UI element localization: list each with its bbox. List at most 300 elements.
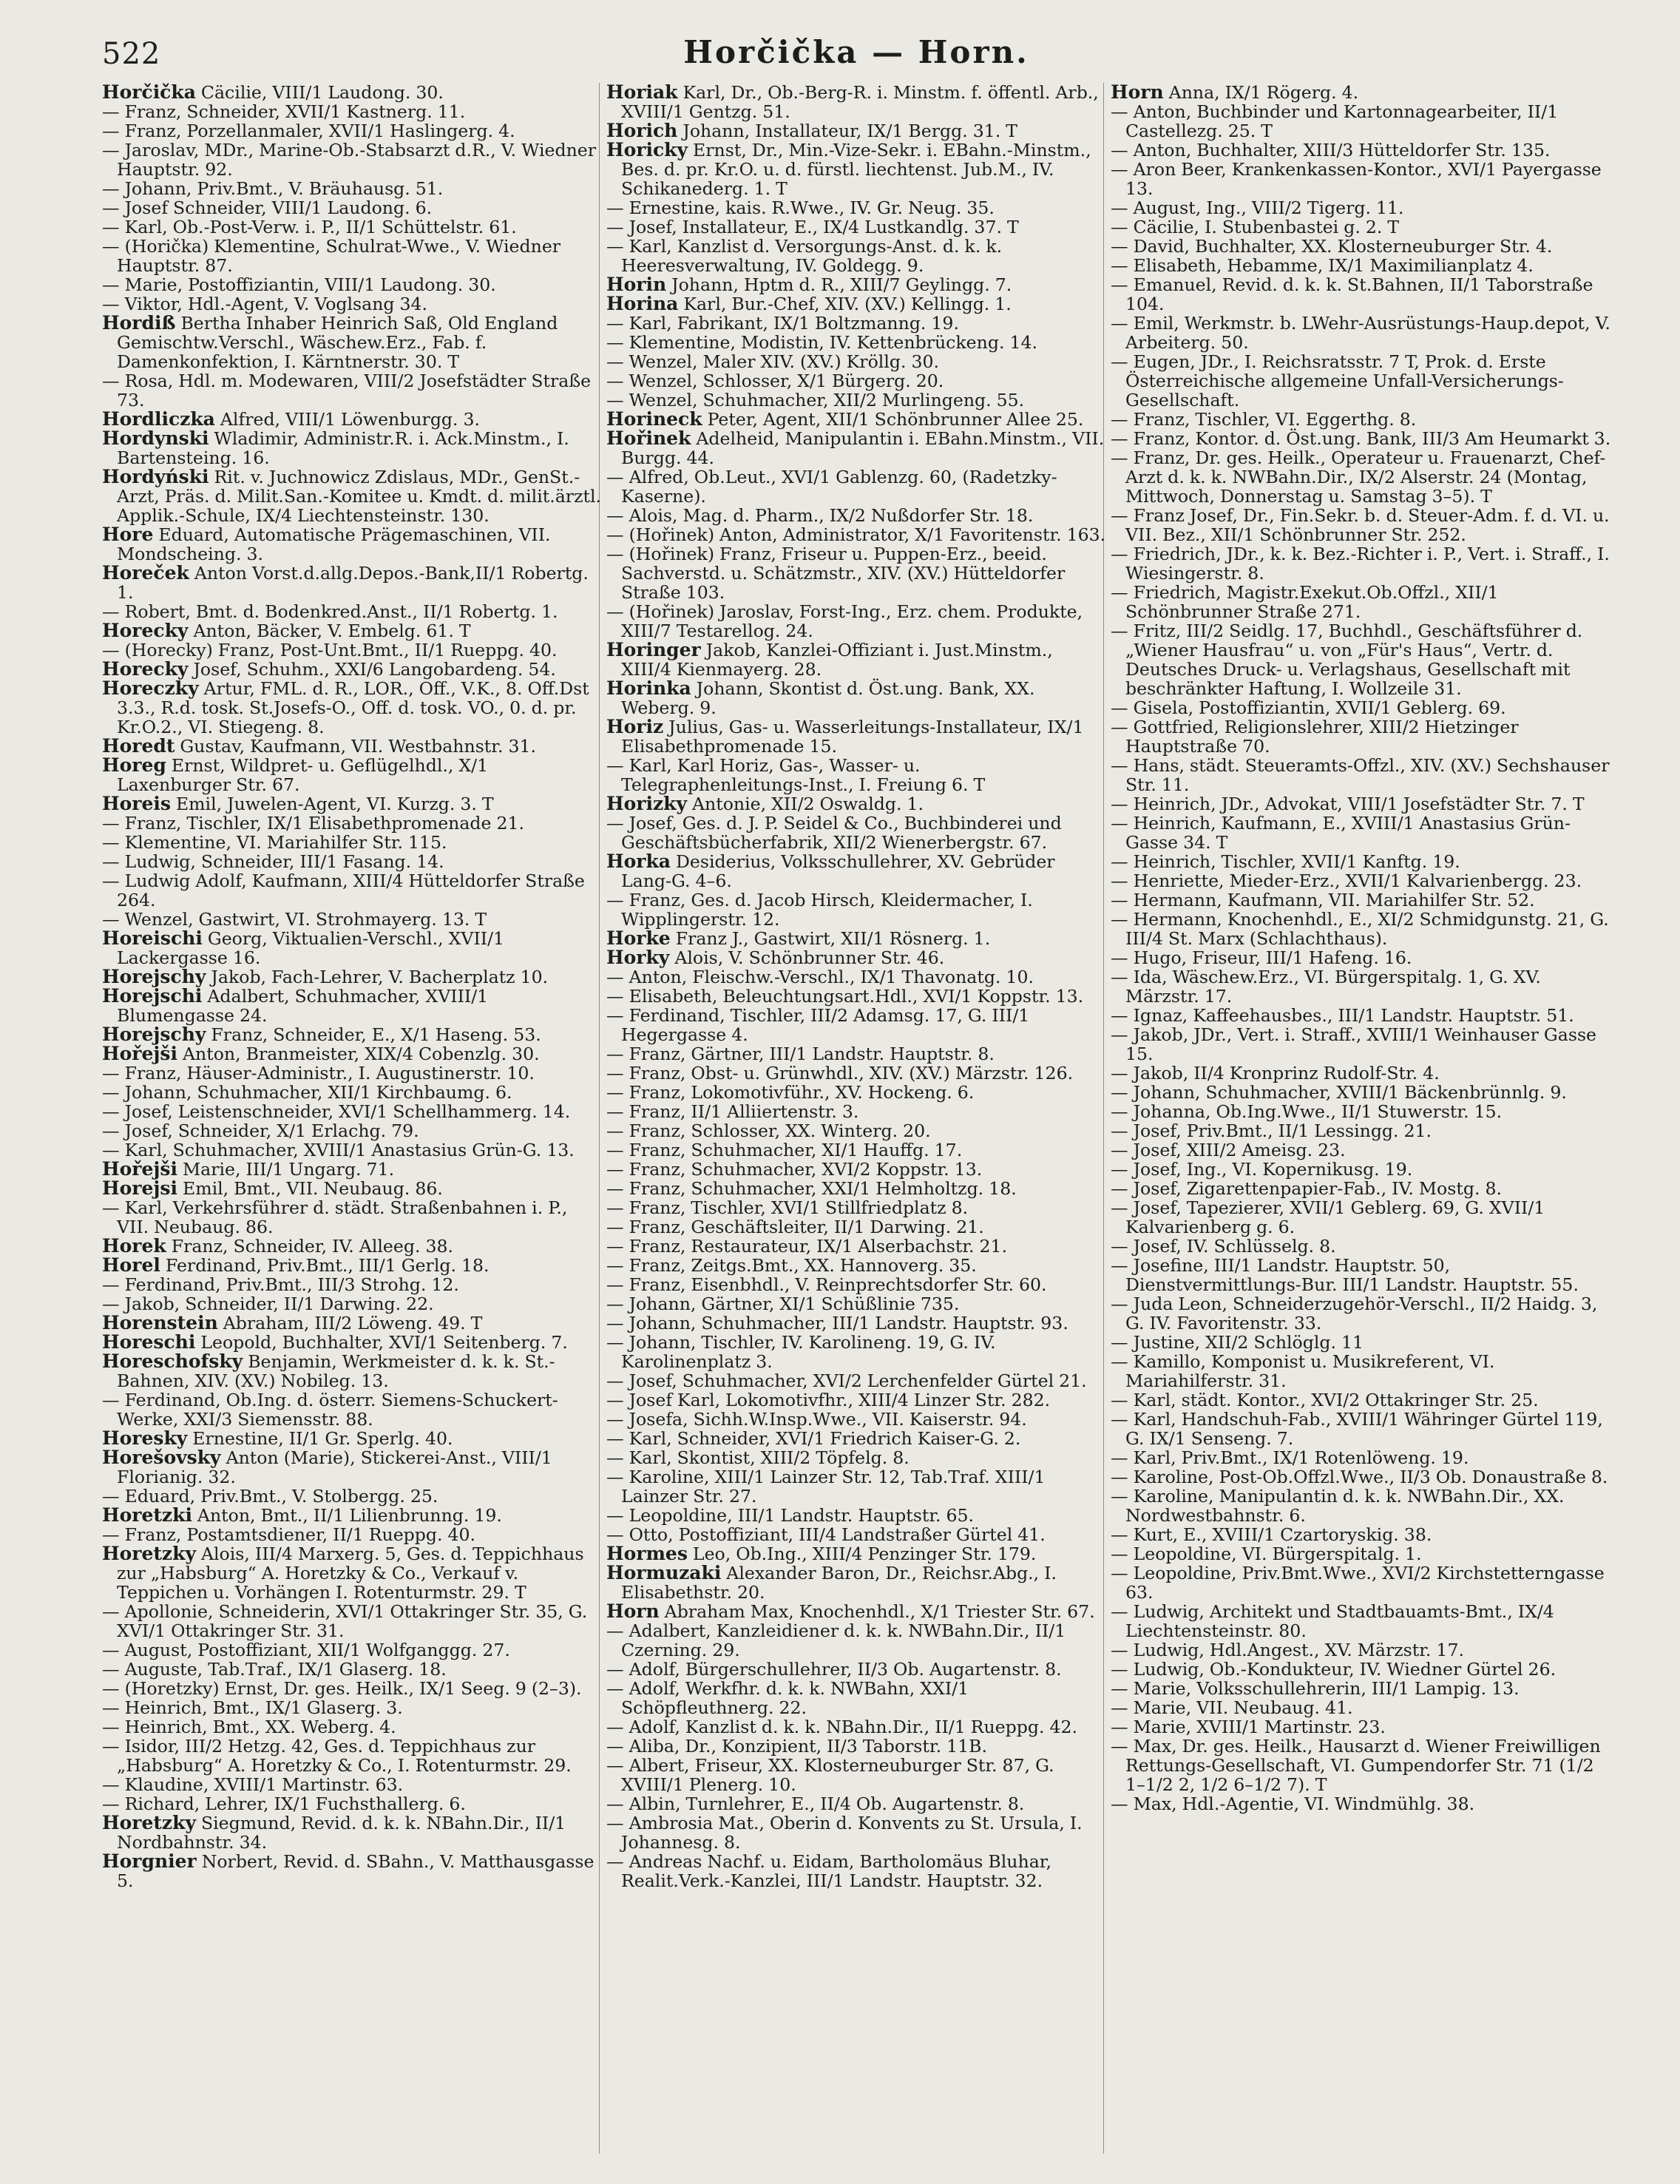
- entry-text: Georg, Viktualien-Verschl., XVII/1 Lackergasse 16.: [117, 928, 505, 968]
- directory-entry: [102, 121, 603, 141]
- directory-entry: [102, 1448, 603, 1487]
- directory-entry: [606, 1563, 1108, 1602]
- entry-surname: Hořejši: [102, 1043, 177, 1064]
- directory-entry: [102, 640, 603, 660]
- entry-text: — Justine, XII/2 Schlöglg. 11: [1111, 1332, 1364, 1353]
- entry-text: — Adolf, Werkfhr. d. k. k. NWBahn, XXI/1 Schöpfleuthnerg. 22.: [606, 1678, 969, 1718]
- entry-text: — Klaudine, XVIII/1 Martinstr. 63.: [102, 1774, 404, 1795]
- entry-text: Antonie, XII/2 Oswaldg. 1.: [687, 794, 924, 814]
- directory-entry: [1111, 198, 1612, 217]
- entry-text: — Heinrich, Tischler, XVII/1 Kanftg. 19.: [1111, 851, 1460, 872]
- entry-text: — Max, Hdl.-Agentie, VI. Windmühlg. 38.: [1111, 1793, 1475, 1814]
- entry-surname: Hořinek: [606, 427, 691, 449]
- entry-text: Johann, Hptm d. R., XIII/7 Geylingg. 7.: [666, 274, 1012, 295]
- entry-surname: Horineck: [606, 408, 702, 430]
- directory-entry: [102, 910, 603, 929]
- directory-entry: [606, 333, 1108, 352]
- directory-entry: [102, 1602, 603, 1640]
- entry-text: Anton, Bmt., II/1 Lilienbrunng. 19.: [192, 1505, 502, 1526]
- entry-text: — Johann, Schuhmacher, XII/1 Kirchbaumg. 6.: [102, 1082, 512, 1103]
- entry-text: Adalbert, Schuhmacher, XVIII/1 Blumengasse 24.: [117, 986, 489, 1026]
- entry-text: Jakob, Fach-Lehrer, V. Bacherplatz 10.: [206, 967, 549, 987]
- entry-text: — (Horecky) Franz, Post-Unt.Bmt., II/1 Rueppg. 40.: [102, 640, 558, 660]
- directory-entry: [102, 102, 603, 121]
- directory-entry: [1111, 1140, 1612, 1160]
- entry-text: — Max, Dr. ges. Heilk., Hausarzt d. Wiener Freiwilligen Rettungs-Gesellschaft, VI. Gumpendorfer Str. 71 (1/2 1–1/2 2, 1/2 6–1/2 7). T: [1111, 1736, 1601, 1795]
- directory-entry: [1111, 217, 1612, 237]
- entry-text: Alois, V. Schönbrunner Str. 46.: [669, 947, 945, 968]
- directory-entry: [102, 1506, 603, 1525]
- entry-text: — Karl, Kanzlist d. Versorgungs-Anst. d. k. k. Heeresverwaltung, IV. Goldegg. 9.: [606, 236, 1003, 276]
- directory-entry: [606, 794, 1108, 814]
- entry-text: — (Hořinek) Franz, Friseur u. Puppen-Erz., beeid. Sachverstd. u. Schätzmstr., XIV. (XV.) Hütteldorfer Straße 103.: [606, 544, 1066, 603]
- directory-entry: [606, 890, 1108, 929]
- entry-text: Cäcilie, VIII/1 Laudong. 30.: [195, 83, 444, 103]
- directory-entry: [606, 852, 1108, 890]
- entry-text: — Wenzel, Maler XIV. (XV.) Kröllg. 30.: [606, 351, 940, 372]
- directory-entry: [606, 1410, 1108, 1429]
- directory-entry: [1111, 352, 1612, 410]
- entry-text: — Ferdinand, Tischler, III/2 Adamsg. 17, G. III/1 Hegergasse 4.: [606, 1005, 1030, 1045]
- entry-text: — Franz, Postamtsdiener, II/1 Rueppg. 40.: [102, 1524, 475, 1545]
- entry-text: Desiderius, Volksschullehrer, XV. Gebrüder Lang-G. 4–6.: [621, 851, 1055, 891]
- directory-entry: [606, 1102, 1108, 1121]
- directory-entry: [1111, 275, 1612, 314]
- entry-text: — Jakob, Schneider, II/1 Darwing. 22.: [102, 1294, 434, 1314]
- entry-text: — David, Buchhalter, XX. Klosterneuburger Str. 4.: [1111, 236, 1553, 257]
- directory-entry: [1111, 141, 1612, 160]
- directory-entry: [102, 660, 603, 679]
- entry-text: — Josef, Ges. d. J. P. Seidel & Co., Buchbinderei und Geschäftsbücherfabrik, XII/2 Wienerbergstr. 67.: [606, 813, 1062, 853]
- entry-text: — Anton, Buchhalter, XIII/3 Hütteldorfer Str. 135.: [1111, 140, 1551, 160]
- entry-text: — Ferdinand, Ob.Ing. d. österr. Siemens-Schuckert-Werke, XXI/3 Siemensstr. 88.: [102, 1390, 558, 1430]
- directory-entry: [102, 564, 603, 602]
- entry-text: — Jakob, JDr., Vert. i. Straff., XVIII/1 Weinhauser Gasse 15.: [1111, 1024, 1597, 1064]
- directory-entry: [606, 1525, 1108, 1544]
- entry-text: Anton, Branmeister, XIX/4 Cobenzlg. 30.: [177, 1044, 540, 1064]
- directory-entry: [606, 967, 1108, 987]
- directory-entry: [606, 410, 1108, 429]
- directory-entry: [606, 544, 1108, 602]
- directory-entry: [102, 794, 603, 814]
- entry-surname: Hordynski: [102, 427, 209, 449]
- entry-text: — Leopoldine, III/1 Landstr. Hauptstr. 65.: [606, 1505, 975, 1526]
- entry-text: Abraham, III/2 Löweng. 49. T: [217, 1313, 483, 1333]
- directory-entry: [1111, 410, 1612, 429]
- directory-entry: [606, 506, 1108, 525]
- entry-text: — Josef, Tapezierer, XVII/1 Geblerg. 69, G. XVII/1 Kalvarienberg g. 6.: [1111, 1197, 1545, 1237]
- entry-text: — Adolf, Kanzlist d. k. k. NBahn.Dir., II/1 Rueppg. 42.: [606, 1717, 1078, 1737]
- entry-text: — Jaroslav, MDr., Marine-Ob.-Stabsarzt d.R., V. Wiedner Hauptstr. 92.: [102, 140, 597, 180]
- directory-entry: [1111, 1025, 1612, 1064]
- entry-text: Franz, Schneider, E., X/1 Haseng. 53.: [206, 1024, 541, 1045]
- directory-entry: [102, 679, 603, 737]
- directory-entry: [102, 1314, 603, 1333]
- entry-surname: Hořejši: [102, 1158, 177, 1180]
- entry-text: — Alfred, Ob.Leut., XVI/1 Gablenzg. 60, (Radetzky-Kaserne).: [606, 467, 1057, 507]
- entry-text: Franz J., Gastwirt, XII/1 Rösnerg. 1.: [670, 928, 991, 949]
- directory-entry: [606, 1429, 1108, 1448]
- entry-text: — Franz, Gärtner, III/1 Landstr. Hauptstr. 8.: [606, 1044, 995, 1064]
- entry-text: — Josef, Leistenschneider, XVI/1 Schellhammerg. 14.: [102, 1101, 571, 1122]
- directory-entry: [102, 371, 603, 410]
- entry-text: — Henriette, Mieder-Erz., XVII/1 Kalvarienbergg. 23.: [1111, 870, 1582, 891]
- directory-entry: [102, 1064, 603, 1083]
- directory-entry: [102, 987, 603, 1025]
- entry-text: — Marie, XVIII/1 Martinstr. 23.: [1111, 1717, 1386, 1737]
- directory-entry: [1111, 1121, 1612, 1140]
- entry-text: — Eugen, JDr., I. Reichsratsstr. 7 T, Prok. d. Erste Österreichische allgemeine Unfall-Versicherungs-Gesellschaft.: [1111, 351, 1564, 410]
- directory-entry: [606, 1198, 1108, 1217]
- entry-text: — Josef, Schneider, X/1 Erlachg. 79.: [102, 1120, 419, 1141]
- directory-entry: [1111, 1794, 1612, 1813]
- entry-text: — Ernestine, kais. R.Wwe., IV. Gr. Neug. 35.: [606, 197, 995, 218]
- directory-entry: [606, 1852, 1108, 1890]
- directory-entry: [606, 1256, 1108, 1275]
- directory-entry: [1111, 910, 1612, 948]
- entry-text: — Josefine, III/1 Landstr. Hauptstr. 50, Dienstvermittlungs-Bur. III/1 Landstr. Hauptstr. 55.: [1111, 1255, 1579, 1295]
- directory-entry: [102, 237, 603, 275]
- directory-entry: [102, 1044, 603, 1064]
- entry-text: Karl, Bur.-Chef, XIV. (XV.) Kellingg. 1.: [678, 294, 1012, 314]
- directory-entry: [1111, 506, 1612, 544]
- entry-text: — Franz Josef, Dr., Fin.Sekr. b. d. Steuer-Adm. f. d. VI. u. VII. Bez., XII/1 Schönbrunner Str. 252.: [1111, 505, 1610, 545]
- directory-entry: [1111, 1467, 1612, 1487]
- entry-surname: Horiak: [606, 83, 678, 103]
- entry-text: — Franz, Tischler, IX/1 Elisabethpromenade 21.: [102, 813, 525, 834]
- entry-text: — Rosa, Hdl. m. Modewaren, VIII/2 Josefstädter Straße 73.: [102, 371, 592, 410]
- entry-text: Artur, FML. d. R., LOR., Off., V.K., 8. Off.Dst 3.3., R.d. tosk. St.Josefs-O., Off. d. tosk. VO., 0. d. pr. Kr.O.2., VI. Stiegeng. 8.: [117, 678, 589, 737]
- entry-text: Wladimir, Administr.R. i. Ack.Minstm., I. Bartensteing. 16.: [117, 428, 569, 468]
- entry-text: — Albin, Turnlehrer, E., II/4 Ob. Augartenstr. 8.: [606, 1793, 1025, 1814]
- directory-entry: [606, 929, 1108, 948]
- directory-entry: [606, 1390, 1108, 1410]
- column-3: [1111, 83, 1612, 2161]
- entry-text: — Robert, Bmt. d. Bodenkred.Anst., II/1 Robertg. 1.: [102, 601, 558, 622]
- entry-text: — Josef Schneider, VIII/1 Laudong. 6.: [102, 197, 433, 218]
- entry-text: — Johanna, Ob.Ing.Wwe., II/1 Stuwerstr. 15.: [1111, 1101, 1503, 1122]
- directory-entry: [606, 371, 1108, 391]
- entry-text: — (Horička) Klementine, Schulrat-Wwe., V. Wiedner Hauptstr. 87.: [102, 236, 561, 276]
- directory-entry: [102, 410, 603, 429]
- entry-surname: Horejschi: [102, 985, 203, 1007]
- column-1: [102, 83, 603, 2161]
- directory-entry: [102, 429, 603, 467]
- directory-entry: [102, 1102, 603, 1121]
- directory-entry: [102, 1294, 603, 1314]
- entry-text: Anton, Bäcker, V. Embelg. 61. T: [188, 621, 471, 641]
- running-title: Horčička — Horn.: [683, 34, 1029, 70]
- directory-entry: [102, 1487, 603, 1506]
- directory-entry: [102, 1160, 603, 1179]
- directory-entry: [102, 1256, 603, 1275]
- directory-entry: [102, 1775, 603, 1794]
- entry-text: Anton Vorst.d.allg.Depos.-Bank,II/1 Robertg. 1.: [117, 563, 589, 603]
- entry-text: — Josef, Priv.Bmt., II/1 Lessingg. 21.: [1111, 1120, 1432, 1141]
- entry-text: — Heinrich, Kaufmann, E., XVIII/1 Anastasius Grün-Gasse 34. T: [1111, 813, 1571, 853]
- column-2: [606, 83, 1108, 2161]
- entry-surname: Horesky: [102, 1427, 188, 1449]
- directory-entry: [1111, 1352, 1612, 1390]
- directory-entry: [606, 1756, 1108, 1794]
- entry-text: — Josef, Schuhmacher, XVI/2 Lerchenfelder Gürtel 21.: [606, 1370, 1087, 1391]
- directory-entry: [606, 1371, 1108, 1390]
- directory-entry: [1111, 160, 1612, 198]
- entry-text: — Anton, Fleischw.-Verschl., IX/1 Thavonatg. 10.: [606, 967, 1034, 987]
- entry-text: — Karl, Handschuh-Fab., XVIII/1 Währinger Gürtel 119, G. IX/1 Senseng. 7.: [1111, 1409, 1603, 1449]
- entry-text: — Karl, Karl Horiz, Gas-, Wasser- u. Telegraphenleitungs-Inst., I. Freiung 6. T: [606, 755, 986, 795]
- entry-surname: Horejschy: [102, 1024, 206, 1045]
- directory-entry: [606, 1621, 1108, 1660]
- directory-entry: [102, 1275, 603, 1294]
- entry-text: — Emanuel, Revid. d. k. k. St.Bahnen, II/1 Taborstraße 104.: [1111, 274, 1593, 314]
- directory-entry: [606, 814, 1108, 852]
- entry-text: — Ida, Wäschew.Erz., VI. Bürgerspitalg. 1, G. XV. Märzstr. 17.: [1111, 967, 1541, 1007]
- entry-text: — Ignaz, Kaffeehausbes., III/1 Landstr. Hauptstr. 51.: [1111, 1005, 1574, 1026]
- directory-entry: [102, 1025, 603, 1044]
- directory-entry: [102, 756, 603, 794]
- entry-text: — Ludwig, Hdl.Angest., XV. Märzstr. 17.: [1111, 1640, 1464, 1660]
- directory-entry: [606, 1064, 1108, 1083]
- directory-entry: [1111, 1698, 1612, 1717]
- entry-text: — Johann, Schuhmacher, III/1 Landstr. Hauptstr. 93.: [606, 1313, 1068, 1333]
- directory-entry: [102, 1198, 603, 1237]
- entry-text: — Johann, Tischler, IV. Karolineng. 19, G. IV. Karolinenplatz 3.: [606, 1332, 996, 1372]
- directory-entry: [1111, 1679, 1612, 1698]
- entry-surname: Horedt: [102, 735, 175, 757]
- entry-text: — Johann, Gärtner, XI/1 Schüßlinie 735.: [606, 1294, 960, 1314]
- entry-surname: Horetzky: [102, 1543, 196, 1564]
- directory-entry: [102, 1660, 603, 1679]
- entry-text: — Franz, Geschäftsleiter, II/1 Darwing. 21.: [606, 1217, 984, 1237]
- directory-entry: [606, 314, 1108, 333]
- entry-surname: Horek: [102, 1235, 166, 1257]
- directory-entry: [102, 1698, 603, 1717]
- entry-surname: Horetzky: [102, 1812, 196, 1833]
- entry-text: Ernst, Dr., Min.-Vize-Sekr. i. EBahn.-Minstm., Bes. d. pr. Kr.O. u. d. fürstl. liechtenst. Jub.M., IV. Schikanederg. 1. T: [621, 140, 1091, 199]
- directory-entry: [1111, 756, 1612, 794]
- entry-surname: Horecky: [102, 658, 189, 680]
- directory-entry: [606, 217, 1108, 237]
- directory-entry: [606, 294, 1108, 314]
- directory-entry: [606, 141, 1108, 198]
- directory-entry: [102, 1121, 603, 1140]
- entry-text: — Hermann, Knochenhdl., E., XI/2 Schmidgunstg. 21, G. III/4 St. Marx (Schlachthaus).: [1111, 909, 1609, 949]
- entry-text: — Leopoldine, Priv.Bmt.Wwe., XVI/2 Kirchstetterngasse 63.: [1111, 1563, 1605, 1603]
- directory-entry: [1111, 1237, 1612, 1256]
- entry-text: — Fritz, III/2 Seidlg. 17, Buchhdl., Geschäftsführer d. „Wiener Hausfrau“ u. von „Für's Haus“, Vertr. d. Deutsches Druck- u. Verlagshaus, Gesellschaft mit beschränkter Haftung, I. Wollzeile 31.: [1111, 621, 1583, 699]
- entry-surname: Hormuzaki: [606, 1562, 722, 1583]
- directory-entry: [606, 525, 1108, 544]
- directory-entry: [606, 679, 1108, 717]
- entry-surname: Horina: [606, 293, 679, 314]
- entry-text: — Josef, Installateur, E., IX/4 Lustkandlg. 37. T: [606, 217, 1019, 237]
- directory-entry: [606, 391, 1108, 410]
- entry-text: — (Hořinek) Anton, Administrator, X/1 Favoritenstr. 163.: [606, 524, 1106, 545]
- directory-entry: [606, 1140, 1108, 1160]
- entry-text: Adelheid, Manipulantin i. EBahn.Minstm., VII. Burgg. 44.: [621, 428, 1105, 468]
- entry-text: — (Hořinek) Jaroslav, Forst-Ing., Erz. chem. Produkte, XIII/7 Testarellog. 24.: [606, 601, 1083, 641]
- entry-surname: Horenstein: [102, 1312, 218, 1333]
- entry-text: Peter, Agent, XII/1 Schönbrunner Allee 25.: [702, 409, 1084, 430]
- entry-surname: Horn: [606, 1600, 660, 1622]
- entry-text: — Ludwig, Ob.-Kondukteur, IV. Wiedner Gürtel 26.: [1111, 1659, 1557, 1680]
- entry-text: Karl, Dr., Ob.-Berg-R. i. Minstm. f. öffentl. Arb., XVIII/1 Gentzg. 51.: [621, 83, 1099, 122]
- directory-entry: [102, 1429, 603, 1448]
- entry-surname: Hore: [102, 524, 154, 545]
- entry-text: — Franz, II/1 Alliiertenstr. 3.: [606, 1101, 859, 1122]
- entry-text: — Apollonie, Schneiderin, XVI/1 Ottakringer Str. 35, G. XVI/1 Ottakringer Str. 31.: [102, 1601, 588, 1641]
- entry-surname: Horizky: [606, 793, 688, 814]
- entry-surname: Horčička: [102, 83, 196, 103]
- directory-entry: [1111, 1333, 1612, 1352]
- entry-text: — August, Ing., VIII/2 Tigerg. 11.: [1111, 197, 1404, 218]
- entry-text: — Aliba, Dr., Konzipient, II/3 Taborstr. 11B.: [606, 1736, 987, 1757]
- directory-entry: [102, 1679, 603, 1698]
- entry-surname: Hordliczka: [102, 408, 215, 430]
- directory-entry: [606, 1006, 1108, 1044]
- directory-entry: [1111, 1487, 1612, 1525]
- directory-entry: [1111, 1410, 1612, 1448]
- directory-entry: [606, 1813, 1108, 1852]
- entry-text: — Klementine, Modistin, IV. Kettenbrückeng. 14.: [606, 332, 1037, 353]
- directory-entry: [606, 1679, 1108, 1717]
- entry-text: — Auguste, Tab.Traf., IX/1 Glaserg. 18.: [102, 1659, 447, 1680]
- directory-entry: [1111, 583, 1612, 621]
- directory-entry: [1111, 1717, 1612, 1737]
- entry-surname: Horešovsky: [102, 1447, 221, 1468]
- entry-text: — Kurt, E., XVIII/1 Czartoryskig. 38.: [1111, 1524, 1432, 1545]
- directory-entry: [102, 814, 603, 833]
- directory-entry: [606, 948, 1108, 967]
- entry-surname: Horka: [606, 851, 671, 872]
- directory-entry: [1111, 1563, 1612, 1602]
- directory-entry: [1111, 871, 1612, 890]
- directory-entry: [1111, 698, 1612, 717]
- entry-text: — Elisabeth, Beleuchtungsart.Hdl., XVI/1 Koppstr. 13.: [606, 986, 1084, 1007]
- entry-text: — Friedrich, Magistr.Exekut.Ob.Offzl., XII/1 Schönbrunner Straße 271.: [1111, 582, 1499, 622]
- directory-entry: [606, 237, 1108, 275]
- directory-entry: [102, 1813, 603, 1852]
- entry-text: — Franz, Schuhmacher, XVI/2 Koppstr. 13.: [606, 1159, 983, 1180]
- entry-surname: Hormes: [606, 1543, 688, 1564]
- entry-text: — Klementine, VI. Mariahilfer Str. 115.: [102, 832, 447, 853]
- directory-entry: [606, 717, 1108, 756]
- directory-entry: [606, 1314, 1108, 1333]
- directory-entry: [606, 987, 1108, 1006]
- entry-text: — Karl, Schuhmacher, XVIII/1 Anastasius Grün-G. 13.: [102, 1140, 575, 1160]
- directory-entry: [606, 1160, 1108, 1179]
- directory-entry: [1111, 1640, 1612, 1660]
- entry-text: Johann, Installateur, IX/1 Bergg. 31. T: [677, 121, 1017, 141]
- directory-entry: [1111, 544, 1612, 583]
- entry-text: — Marie, VII. Neubaug. 41.: [1111, 1697, 1353, 1718]
- directory-entry: [1111, 794, 1612, 814]
- entry-text: — Gisela, Postoffiziantin, XVII/1 Geblerg. 69.: [1111, 697, 1506, 718]
- entry-text: — Karl, Skontist, XIII/2 Töpfelg. 8.: [606, 1447, 910, 1468]
- entry-text: — Franz, Porzellanmaler, XVII/1 Haslingerg. 4.: [102, 121, 515, 141]
- directory-entry: [102, 294, 603, 314]
- directory-entry: [606, 1448, 1108, 1467]
- directory-entry: [102, 833, 603, 852]
- entry-surname: Horeschofsky: [102, 1350, 243, 1372]
- directory-entry: [606, 1467, 1108, 1506]
- entry-text: — Franz, Ges. d. Jacob Hirsch, Kleidermacher, I. Wipplingerstr. 12.: [606, 890, 1033, 930]
- directory-entry: [1111, 1737, 1612, 1794]
- entry-surname: Horeg: [102, 754, 166, 776]
- entry-surname: Horeis: [102, 793, 171, 814]
- directory-entry: [606, 429, 1108, 467]
- entry-text: Abraham Max, Knochenhdl., X/1 Triester Str. 67.: [659, 1601, 1095, 1622]
- entry-text: Ferdinand, Priv.Bmt., III/1 Gerlg. 18.: [160, 1255, 490, 1276]
- entry-text: — Karl, Fabrikant, IX/1 Boltzmanng. 19.: [606, 313, 959, 334]
- entry-text: — Heinrich, JDr., Advokat, VIII/1 Josefstädter Str. 7. T: [1111, 794, 1585, 814]
- entry-surname: Horeschi: [102, 1331, 196, 1353]
- directory-entry: [606, 1737, 1108, 1756]
- entry-text: — Josef, XIII/2 Ameisg. 23.: [1111, 1140, 1346, 1160]
- entry-text: — Anton, Buchbinder und Kartonnagearbeiter, II/1 Castellezg. 25. T: [1111, 101, 1559, 141]
- entry-text: — Marie, Postoffiziantin, VIII/1 Laudong. 30.: [102, 274, 496, 295]
- directory-entry: [606, 1294, 1108, 1314]
- entry-text: — Franz, Obst- u. Grünwhdl., XIV. (XV.) Märzstr. 126.: [606, 1063, 1074, 1083]
- entry-text: — Aron Beer, Krankenkassen-Kontor., XVI/1 Payergasse 13.: [1111, 159, 1602, 199]
- entry-text: — Heinrich, Bmt., IX/1 Glaserg. 3.: [102, 1697, 403, 1718]
- directory-entry: [1111, 621, 1612, 698]
- entry-text: — Adalbert, Kanzleidiener d. k. k. NWBahn.Dir., II/1 Czerning. 29.: [606, 1620, 1066, 1660]
- entry-text: — Ludwig, Architekt und Stadtbauamts-Bmt., IX/4 Liechtensteinstr. 80.: [1111, 1601, 1554, 1641]
- directory-entry: [606, 121, 1108, 141]
- entry-text: — Leopoldine, VI. Bürgerspitalg. 1.: [1111, 1544, 1422, 1564]
- directory-entry: [606, 1794, 1108, 1813]
- directory-entry: [102, 737, 603, 756]
- directory-entry: [102, 1737, 603, 1775]
- directory-entry: [102, 217, 603, 237]
- directory-entry: [606, 83, 1108, 121]
- entry-text: — (Horetzky) Ernst, Dr. ges. Heilk., IX/1 Seeg. 9 (2–3).: [102, 1678, 582, 1699]
- directory-entry: [102, 1140, 603, 1160]
- entry-surname: Horel: [102, 1254, 160, 1276]
- directory-entry: [1111, 1160, 1612, 1179]
- entry-surname: Horky: [606, 947, 670, 968]
- entry-surname: Horke: [606, 927, 671, 949]
- entry-text: — Johann, Schuhmacher, XVIII/1 Bäckenbrünnlg. 9.: [1111, 1082, 1567, 1103]
- directory-entry: [606, 467, 1108, 506]
- directory-entry: [1111, 1294, 1612, 1333]
- entry-text: Johann, Skontist d. Öst.ung. Bank, XX. Weberg. 9.: [621, 678, 1035, 718]
- directory-entry: [102, 621, 603, 640]
- entry-text: — Friedrich, JDr., k. k. Bez.-Richter i. P., Vert. i. Straff., I. Wiesingerstr. 8.: [1111, 544, 1610, 584]
- directory-entry: [102, 1237, 603, 1256]
- entry-text: — Jakob, II/4 Kronprinz Rudolf-Str. 4.: [1111, 1063, 1440, 1083]
- entry-text: — Albert, Friseur, XX. Klosterneuburger Str. 87, G. XVIII/1 Plenerg. 10.: [606, 1755, 1054, 1795]
- directory-entry: [102, 314, 603, 371]
- entry-text: — Isidor, III/2 Hetzg. 42, Ges. d. Teppichhaus zur „Habsburg“ A. Horetzky & Co., I. Rotenturmstr. 29.: [102, 1736, 572, 1776]
- entry-text: — Karl, Priv.Bmt., IX/1 Rotenlöweng. 19.: [1111, 1447, 1469, 1468]
- directory-entry: [1111, 1064, 1612, 1083]
- entry-text: Leopold, Buchhalter, XVI/1 Seitenberg. 7.: [195, 1332, 568, 1353]
- directory-entry: [102, 1179, 603, 1198]
- directory-entry: [606, 198, 1108, 217]
- entry-text: — Ludwig Adolf, Kaufmann, XIII/4 Hütteldorfer Straße 264.: [102, 870, 585, 910]
- entry-text: Anton (Marie), Stickerei-Anst., VIII/1 Florianig. 32.: [117, 1447, 552, 1487]
- entry-text: — Ambrosia Mat., Oberin d. Konvents zu St. Ursula, I. Johannesg. 8.: [606, 1813, 1083, 1853]
- entry-surname: Horejsi: [102, 1177, 177, 1199]
- directory-entry: [1111, 1102, 1612, 1121]
- entry-text: — Franz, Tischler, VI. Eggerthg. 8.: [1111, 409, 1417, 430]
- directory-entry: [606, 1237, 1108, 1256]
- directory-entry: [102, 1525, 603, 1544]
- directory-entry: [1111, 1083, 1612, 1102]
